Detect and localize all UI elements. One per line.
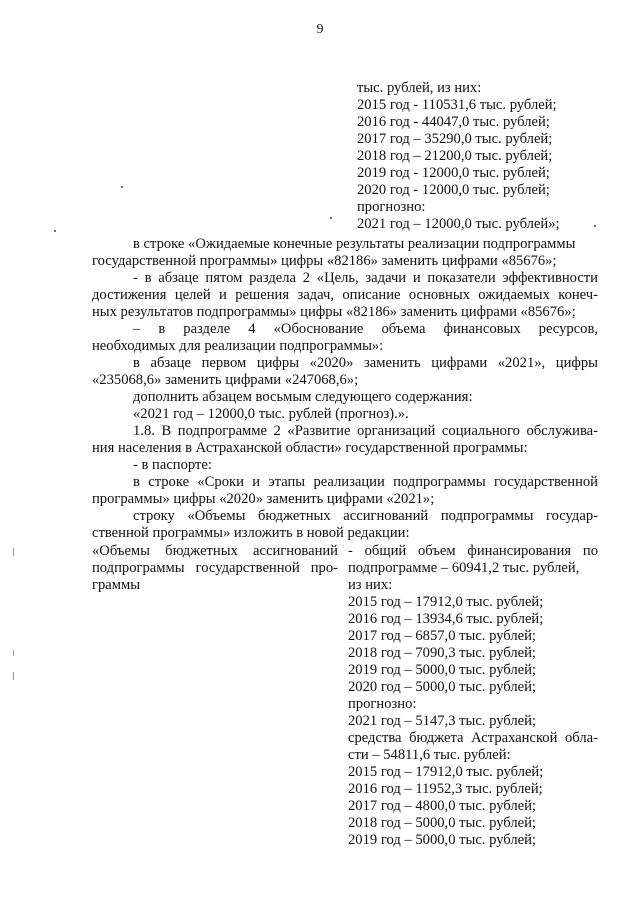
body-line: дополнить абзацем восьмым следующего содержания: [133, 389, 473, 405]
table-right-cell-line: 2015 год – 17912,0 тыс. рублей; [348, 594, 544, 610]
top-line: 2021 год – 12000,0 тыс. рублей»; [357, 216, 560, 232]
table-right-cell-line: 2016 год – 11952,3 тыс. рублей; [348, 781, 543, 797]
table-right-cell-line: средства бюджета Астраханской обла- [348, 730, 598, 746]
table-right-cell-line: 2017 год – 4800,0 тыс. рублей; [348, 798, 536, 814]
top-line: прогнозно: [357, 199, 426, 215]
body-line: – в разделе 4 «Обоснование объема финансовых ресурсов, [133, 321, 598, 337]
table-right-cell-line: подпрограмме – 60941,2 тыс. рублей, [348, 560, 580, 576]
table-right-cell-line: 2020 год – 5000,0 тыс. рублей; [348, 679, 536, 695]
top-line: 2017 год – 35290,0 тыс. рублей; [357, 131, 553, 147]
top-line: 2018 год – 21200,0 тыс. рублей; [357, 148, 553, 164]
body-line: государственной программы» цифры «82186» заменить цифрами «85676»; [92, 253, 557, 269]
body-line: в строке «Сроки и этапы реализации подпрограммы государственной [133, 474, 598, 490]
table-right-cell-line: 2017 год – 6857,0 тыс. рублей; [348, 628, 536, 644]
table-right-cell-line: из них: [348, 577, 393, 593]
top-line: 2016 год - 44047,0 тыс. рублей; [357, 114, 550, 130]
table-right-cell-line: 2015 год – 17912,0 тыс. рублей; [348, 764, 544, 780]
body-line: необходимых для реализации подпрограммы»: [92, 338, 384, 354]
table-left-cell-line: подпрограммы государственной про- [92, 560, 338, 576]
top-line: 2019 год - 12000,0 тыс. рублей; [357, 165, 550, 181]
body-line: достижения целей и решения задач, описание основных ожидаемых конеч- [92, 287, 598, 303]
scan-speck [121, 186, 123, 188]
table-right-cell-line: сти – 54811,6 тыс. рублей: [348, 747, 511, 763]
scan-speck [330, 217, 332, 219]
body-line: - в абзаце пятом раздела 2 «Цель, задачи и показатели эффективности [133, 270, 598, 286]
table-right-cell-line: 2018 год – 5000,0 тыс. рублей; [348, 815, 536, 831]
body-line: «235068,6» заменить цифрами «247068,6»; [92, 372, 359, 388]
table-left-cell-line: «Объемы бюджетных ассигнований [92, 543, 338, 559]
table-left-cell-line: граммы [92, 577, 141, 593]
body-line: в строке «Ожидаемые конечные результаты реализации подпрограммы [133, 236, 576, 252]
body-line: строку «Объемы бюджетных ассигнований подпрограммы государ- [133, 508, 598, 524]
body-line: в абзаце первом цифры «2020» заменить цифрами «2021», цифры [133, 355, 598, 371]
scan-mark [13, 548, 14, 556]
scan-mark [13, 650, 14, 656]
body-line: «2021 год – 12000,0 тыс. рублей (прогноз).». [133, 406, 409, 422]
body-line: - в паспорте: [133, 457, 212, 473]
top-line: тыс. рублей, из них: [357, 80, 482, 96]
table-right-cell-line: 2021 год – 5147,3 тыс. рублей; [348, 713, 536, 729]
scan-speck [594, 225, 596, 227]
body-line: ственной программы» изложить в новой редакции: [92, 525, 410, 541]
body-line: ния населения в Астраханской области» государственной программы: [92, 440, 528, 456]
page-number: 9 [316, 22, 324, 37]
table-right-cell-line: 2019 год – 5000,0 тыс. рублей; [348, 662, 536, 678]
top-line: 2015 год - 110531,6 тыс. рублей; [357, 97, 557, 113]
table-right-cell-line: 2016 год – 13934,6 тыс. рублей; [348, 611, 544, 627]
body-line: ных результатов подпрограммы» цифры «82186» заменить цифрами «85676»; [92, 304, 576, 320]
table-right-cell-line: 2019 год – 5000,0 тыс. рублей; [348, 832, 536, 848]
table-right-cell-line: прогнозно: [348, 696, 417, 712]
table-right-cell-line: 2018 год – 7090,3 тыс. рублей; [348, 645, 536, 661]
scan-mark [13, 672, 14, 680]
top-line: 2020 год - 12000,0 тыс. рублей; [357, 182, 550, 198]
body-line: программы» цифры «2020» заменить цифрами «2021»; [92, 491, 435, 507]
scan-speck [54, 230, 56, 232]
body-line: 1.8. В подпрограмме 2 «Развитие организаций социального обслужива- [133, 423, 598, 439]
table-right-cell-line: - общий объем финансирования по [348, 543, 598, 559]
